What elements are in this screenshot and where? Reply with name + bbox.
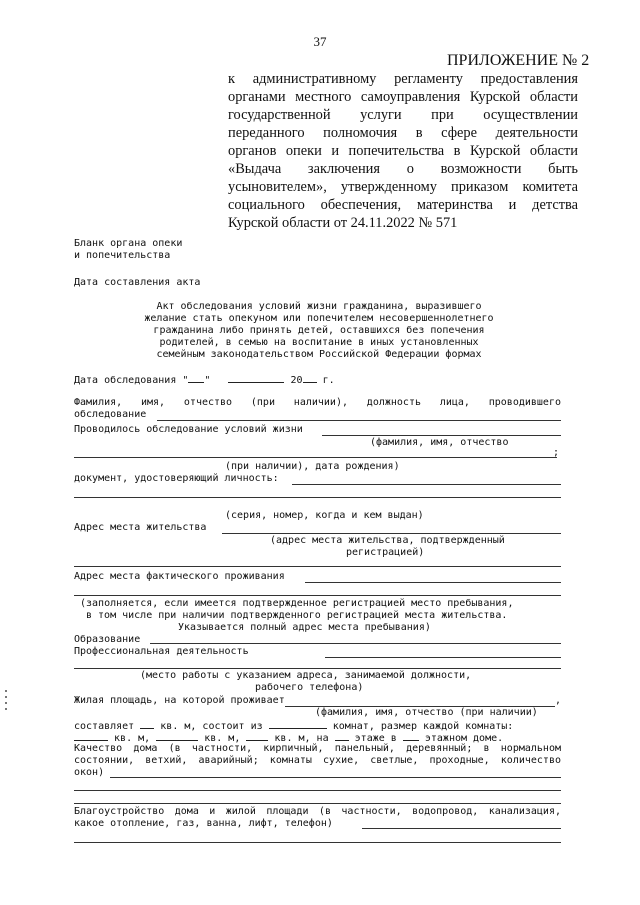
area-label-5: кв. м, bbox=[204, 733, 241, 744]
appendix-line: органов опеки и попечительства в Курской области bbox=[228, 143, 578, 159]
exam-date-suffix: г. bbox=[322, 375, 335, 386]
fio-field[interactable] bbox=[157, 420, 561, 421]
quality-field-2[interactable] bbox=[74, 790, 561, 791]
act-date-label: Дата составления акта bbox=[74, 277, 201, 288]
quality-field[interactable] bbox=[110, 777, 561, 778]
document-field[interactable] bbox=[292, 484, 561, 485]
appendix-line: к административному регламенту предоставления bbox=[228, 71, 578, 87]
education-label: Образование bbox=[74, 634, 141, 645]
exam-date-quote: " bbox=[204, 375, 211, 386]
exam-date-row bbox=[74, 373, 335, 387]
conducted-field[interactable] bbox=[322, 435, 561, 436]
act-title-line: гражданина либо принять детей, оставшихся без попечения bbox=[153, 325, 485, 336]
appendix-line: усыновителем», утвержденному приказом комитета bbox=[228, 179, 578, 195]
work-hint2: рабочего телефона) bbox=[255, 682, 364, 693]
conducted-label: Проводилось обследование условий жизни bbox=[74, 424, 303, 435]
quality-line1: Качество дома (в частности, кирпичный, панельный, деревянный; в нормальном bbox=[74, 743, 561, 754]
professional-label: Профессиональная деятельность bbox=[74, 646, 249, 657]
document-field-2[interactable] bbox=[74, 497, 561, 498]
act-title-line: Акт обследования условий жизни гражданина, выразившего bbox=[156, 301, 482, 312]
amenities-field[interactable] bbox=[362, 828, 561, 829]
exam-date-prefix: Дата обследования " bbox=[74, 375, 189, 386]
area-label-1: составляет bbox=[74, 721, 135, 732]
blank-label-line2: и попечительства bbox=[74, 250, 171, 261]
living-area-hint: (фамилия, имя, отчество (при наличии) bbox=[315, 707, 538, 718]
quality-field-3[interactable] bbox=[74, 803, 561, 804]
residence-hint1: (адрес места жительства, подтвержденный bbox=[270, 535, 505, 546]
quality-line2: состоянии, ветхий, аварийный; комнаты сухие, светлые, проходные, количество bbox=[74, 755, 561, 766]
exam-day-field[interactable] bbox=[188, 373, 204, 383]
fio-label-line2: обследование bbox=[74, 409, 147, 420]
area-label-6: кв. м, на bbox=[274, 733, 329, 744]
exam-date-year: 20 bbox=[290, 375, 303, 386]
appendix-line: «Выдача заключения о возможности быть bbox=[228, 161, 578, 177]
residence-label: Адрес места жительства bbox=[74, 522, 207, 533]
amenities-field-2[interactable] bbox=[74, 842, 561, 843]
document-label: документ, удостоверяющий личность: bbox=[74, 473, 279, 484]
professional-field-2[interactable] bbox=[74, 668, 561, 669]
room-size-field-3[interactable] bbox=[246, 731, 268, 741]
stay-hint1: (заполняется, если имеется подтвержденное регистрацией место пребывания, bbox=[80, 598, 514, 609]
area-label-3: комнат, размер каждой комнаты: bbox=[332, 721, 514, 732]
floors-count-field[interactable] bbox=[403, 731, 419, 741]
area-label-2: кв. м, состоит из bbox=[160, 721, 263, 732]
exam-year-field[interactable] bbox=[303, 373, 317, 383]
living-area-label: Жилая площадь, на которой проживает bbox=[74, 695, 285, 706]
semicolon: ; bbox=[553, 447, 560, 458]
stay-hint2: в том числе при наличии подтвержденного регистрацией места жительства. bbox=[86, 610, 508, 621]
fio-hint2: (при наличии), дата рождения) bbox=[225, 461, 400, 472]
page-number: 37 bbox=[313, 34, 327, 49]
act-title-line: родителей, в семью на воспитание в иных установленных bbox=[159, 337, 479, 348]
education-field[interactable] bbox=[150, 643, 561, 644]
residence-field-2[interactable] bbox=[74, 566, 561, 567]
total-area-field[interactable] bbox=[140, 719, 154, 729]
area-label-7: этаже в bbox=[354, 733, 397, 744]
appendix-text bbox=[228, 70, 578, 232]
act-title-line: желание стать опекуном или попечителем несовершеннолетнего bbox=[144, 313, 494, 324]
appendix-line: переданного полномочия в сфере деятельности bbox=[228, 125, 578, 141]
act-title-line: семейным законодательством Российской Федерации формах bbox=[156, 349, 482, 360]
actual-address-field-2[interactable] bbox=[74, 595, 561, 596]
appendix-line: государственной услуги при осуществлении bbox=[228, 107, 578, 123]
stay-hint3: Указывается полный адрес места пребывания) bbox=[178, 622, 431, 633]
amenities-line1: Благоустройство дома и жилой площади (в частности, водопровод, канализация, bbox=[74, 806, 561, 817]
appendix-title: ПРИЛОЖЕНИЕ № 2 bbox=[447, 52, 590, 69]
room-size-field-2[interactable] bbox=[156, 731, 198, 741]
floor-field[interactable] bbox=[335, 731, 349, 741]
appendix-line: социального обеспечения, материнства и детства bbox=[228, 197, 578, 213]
appendix-line: органами местного самоуправления Курской области bbox=[228, 89, 578, 105]
quality-line3: окон) bbox=[74, 767, 105, 778]
work-hint1: (место работы с указанием адреса, занимаемой должности, bbox=[140, 670, 472, 681]
professional-field[interactable] bbox=[325, 657, 561, 658]
document-hint: (серия, номер, когда и кем выдан) bbox=[225, 510, 424, 521]
residence-hint2: регистрацией) bbox=[346, 547, 425, 558]
actual-address-field[interactable] bbox=[305, 582, 561, 583]
area-label-8: этажном доме. bbox=[424, 733, 504, 744]
blank-label-line1: Бланк органа опеки bbox=[74, 238, 183, 249]
scan-margin-mark bbox=[5, 690, 8, 715]
fio-label-line1: Фамилия, имя, отчество (при наличии), должность лица, проводившего bbox=[74, 397, 561, 408]
exam-month-field[interactable] bbox=[228, 373, 284, 383]
amenities-line2: какое отопление, газ, ванна, лифт, телефон) bbox=[74, 818, 333, 829]
actual-address-label: Адрес места фактического проживания bbox=[74, 571, 285, 582]
fio-hint1: (фамилия, имя, отчество bbox=[370, 437, 509, 448]
comma: , bbox=[555, 695, 562, 706]
rooms-count-field[interactable] bbox=[269, 719, 327, 729]
area-label-4: кв. м, bbox=[114, 733, 151, 744]
residence-field[interactable] bbox=[222, 533, 561, 534]
appendix-line: Курской области от 24.11.2022 № 571 bbox=[228, 215, 458, 231]
conducted-field-2[interactable] bbox=[74, 457, 557, 458]
room-size-field-1[interactable] bbox=[74, 731, 108, 741]
